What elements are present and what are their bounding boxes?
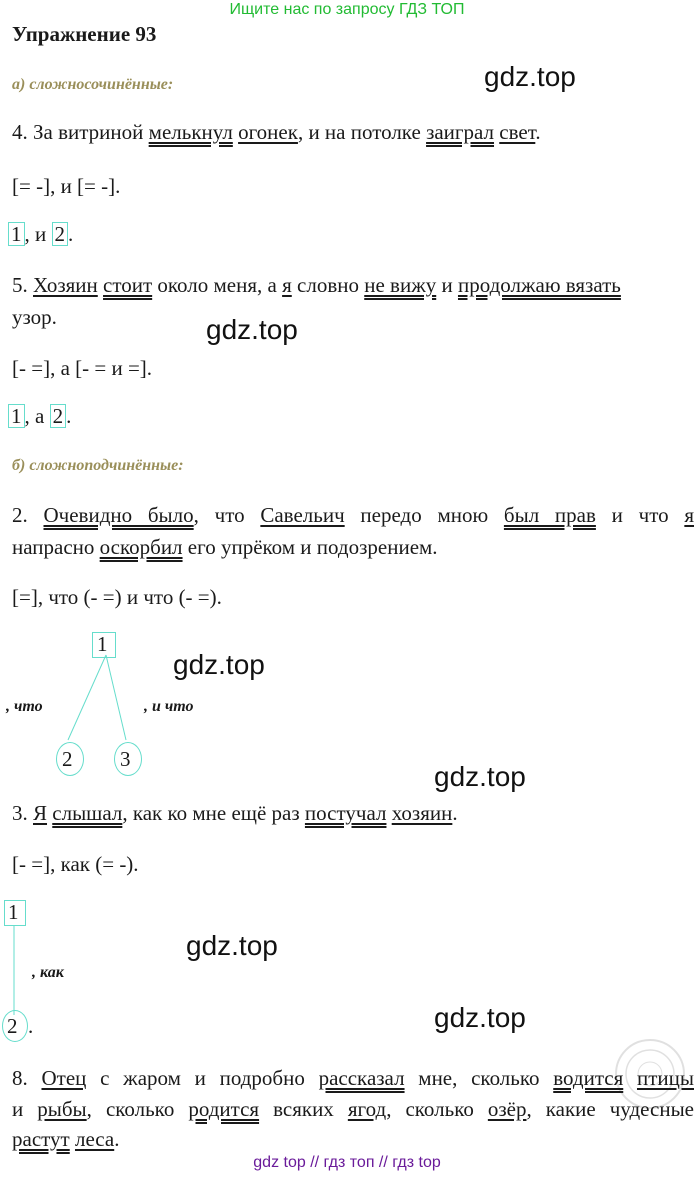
- watermark: gdz.top: [186, 930, 278, 961]
- conjunction-label: , что: [6, 698, 43, 715]
- exercise-title: Упражнение 93: [12, 22, 157, 46]
- node-1-label: 1: [97, 632, 108, 656]
- section-a-heading: а) сложносочинённые:: [12, 76, 174, 93]
- node-2-label: 2: [7, 1014, 18, 1038]
- clause-box: 2: [52, 222, 69, 246]
- scheme-2: [=], что (- =) и что (- =).: [12, 585, 222, 609]
- diagram-end-punct: .: [28, 1014, 34, 1038]
- sentence-2-line2: напрасно оскорбил его упрёком и подозрением.: [12, 535, 438, 559]
- scheme-4: [= -], и [= -].: [12, 174, 121, 198]
- section-b-heading: б) сложноподчинённые:: [12, 457, 184, 474]
- connector-line: [68, 655, 106, 740]
- scheme-5: [- =], а [- = и =].: [12, 356, 153, 380]
- sentence-4: 4. За витриной мелькнул огонек, и на потолке заиграл свет.: [12, 120, 541, 144]
- diagram-4: 1 , и 2 .: [8, 222, 73, 247]
- watermark: gdz.top: [173, 649, 265, 680]
- watermark: gdz.top: [484, 61, 576, 92]
- clause-box: 2: [50, 404, 67, 428]
- diagram-5: 1 , а 2 .: [8, 404, 71, 429]
- clause-box: 1: [8, 404, 25, 428]
- footer-links[interactable]: gdz top // гдз топ // гдз top: [253, 1154, 441, 1171]
- node-3-label: 3: [120, 747, 131, 771]
- conjunction-label: , как: [32, 964, 64, 981]
- sentence-2: 2. Очевидно было, что Савельич передо мною был прав и что я: [12, 503, 694, 527]
- sentence-3: 3. Я слышал, как ко мне ещё раз постучал хозяин.: [12, 801, 458, 825]
- sentence-8-line3: растут леса.: [12, 1127, 120, 1151]
- search-banner[interactable]: Ищите нас по запросу ГДЗ ТОП: [229, 1, 465, 18]
- scheme-3: [- =], как (= -).: [12, 852, 139, 876]
- sentence-5-line2: узор.: [12, 305, 57, 329]
- sentence-8: 8. Отец с жаром и подробно рассказал мне, сколько водится птицы: [12, 1066, 694, 1090]
- node-1-label: 1: [8, 900, 19, 924]
- watermark: gdz.top: [434, 761, 526, 792]
- clause-box: 1: [8, 222, 25, 246]
- node-2-label: 2: [62, 747, 73, 771]
- sentence-8-line2: и рыбы, сколько родится всяких ягод, сколько озёр, какие чудесные: [12, 1097, 694, 1121]
- connector-line: [106, 655, 126, 740]
- sentence-5: 5. Хозяин стоит около меня, а я словно не вижу и продолжаю вязать: [12, 273, 621, 297]
- watermark: gdz.top: [434, 1002, 526, 1033]
- conjunction-label: , и что: [144, 698, 194, 715]
- watermark: gdz.top: [206, 314, 298, 345]
